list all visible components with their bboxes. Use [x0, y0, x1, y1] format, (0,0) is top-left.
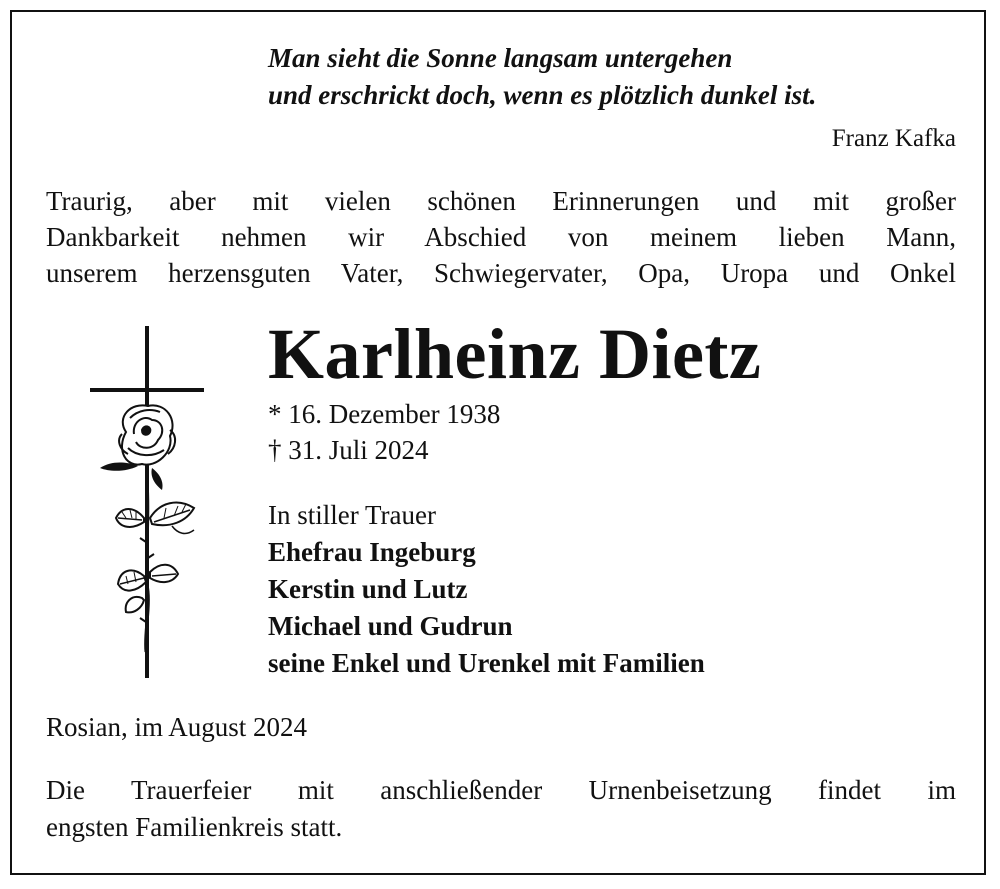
mourner-name: Michael und Gudrun	[268, 611, 513, 641]
quote-line-1: Man sieht die Sonne langsam untergehen	[268, 43, 733, 73]
mourners-list	[268, 497, 705, 682]
intro-line-1: Traurig, aber mit vielen schönen Erinnerungen und mit großer	[46, 186, 956, 216]
kafka-quote	[268, 40, 968, 114]
birth-date: * 16. Dezember 1938	[268, 399, 501, 429]
mourning-heading: In stiller Trauer	[268, 500, 436, 530]
funeral-line-1: Die Trauerfeier mit anschließender Urnenbeisetzung findet im	[46, 775, 956, 805]
intro-line-2: Dankbarkeit nehmen wir Abschied von meinem lieben Mann,	[46, 222, 956, 252]
deceased-name: Karlheinz Dietz	[268, 314, 762, 394]
quote-line-2: und erschrickt doch, wenn es plötzlich dunkel ist.	[268, 80, 817, 110]
place-and-date: Rosian, im August 2024	[46, 712, 308, 742]
funeral-notice	[46, 772, 956, 846]
cross-with-rose-icon	[86, 322, 216, 682]
life-dates	[268, 396, 500, 468]
mourner-name: Ehefrau Ingeburg	[268, 537, 476, 567]
intro-line-3: unserem herzensguten Vater, Schwiegervater, Opa, Uropa und Onkel	[46, 258, 956, 288]
intro-text	[46, 183, 956, 291]
death-date: † 31. Juli 2024	[268, 435, 429, 465]
funeral-line-2: engsten Familienkreis statt.	[46, 812, 343, 842]
mourner-name: seine Enkel und Urenkel mit Familien	[268, 648, 705, 678]
mourner-name: Kerstin und Lutz	[268, 574, 468, 604]
quote-author: Franz Kafka	[831, 125, 956, 152]
